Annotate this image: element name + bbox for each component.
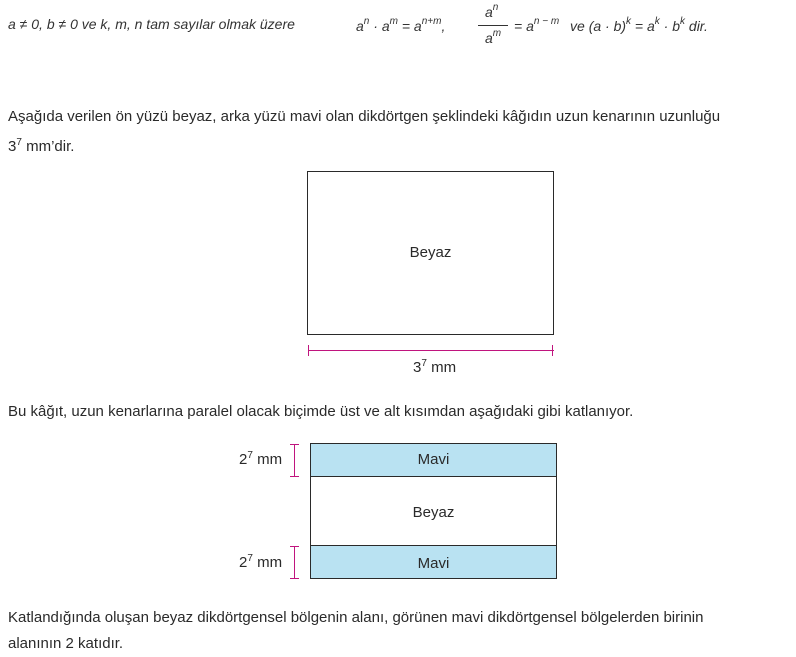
top-fold-dimension-label: $2^7$ mm [239, 450, 283, 468]
problem-paragraph-2: Bu kâğıt, uzun kenarlarına paralel olacak biçimde üst ve alt kısımdan aşağıdaki gibi katlanıyor. [8, 403, 634, 420]
paragraph-3-line-1: Katlandığında oluşan beyaz dikdörtgensel bölgenin alanı, görünen mavi dikdörtgensel bölgelerden birinin [8, 609, 704, 626]
fraction-bar [478, 25, 508, 26]
length-dimension-line [308, 350, 554, 351]
paragraph-1-line-1: Aşağıda verilen ön yüzü beyaz, arka yüzü mavi olan dikdörtgen şeklindeki kâğıdın uzun kenarının uzunluğu [8, 108, 721, 125]
top-blue-label: Mavi [417, 451, 450, 468]
rule2-quotient: = $a^{n - m}$ [514, 16, 560, 34]
rule3-power: ve $(a \cdot b)^k = a^k \cdot b^k$ dir. [570, 16, 708, 34]
bottom-fold-tick-bottom [290, 578, 299, 579]
bottom-fold-tick-top [290, 546, 299, 547]
top-fold-tick-bottom [290, 476, 299, 477]
paragraph-3-line-2: alanının 2 katıdır. [8, 635, 124, 652]
top-fold-dimension-line [294, 444, 295, 477]
fraction-denominator: $a^m$ [485, 28, 502, 46]
bottom-blue-label: Mavi [417, 555, 450, 572]
problem-paragraph-3 [8, 605, 794, 657]
middle-white-label: Beyaz [412, 504, 455, 521]
problem-paragraph-1 [8, 104, 794, 160]
rule1-product: $a^n \cdot a^m = a^{n+m}$, [356, 16, 446, 34]
fraction-numerator: $a^n$ [485, 2, 499, 20]
formula-intro: a ≠ 0, b ≠ 0 ve k, m, n tam sayılar olmak üzere [8, 16, 295, 32]
dimension-tick-right [552, 345, 553, 356]
dimension-tick-left [308, 345, 309, 356]
bottom-fold-dimension-label: $2^7$ mm [239, 553, 283, 571]
white-side-label: Beyaz [409, 244, 452, 261]
length-dimension-label: $3^7$ mm [413, 358, 457, 376]
exponent-rules-formula [8, 0, 794, 60]
top-fold-tick-top [290, 444, 299, 445]
bottom-fold-dimension-line [294, 546, 295, 579]
paragraph-1-line-2: $3^7$ mm’dir. [8, 137, 75, 155]
